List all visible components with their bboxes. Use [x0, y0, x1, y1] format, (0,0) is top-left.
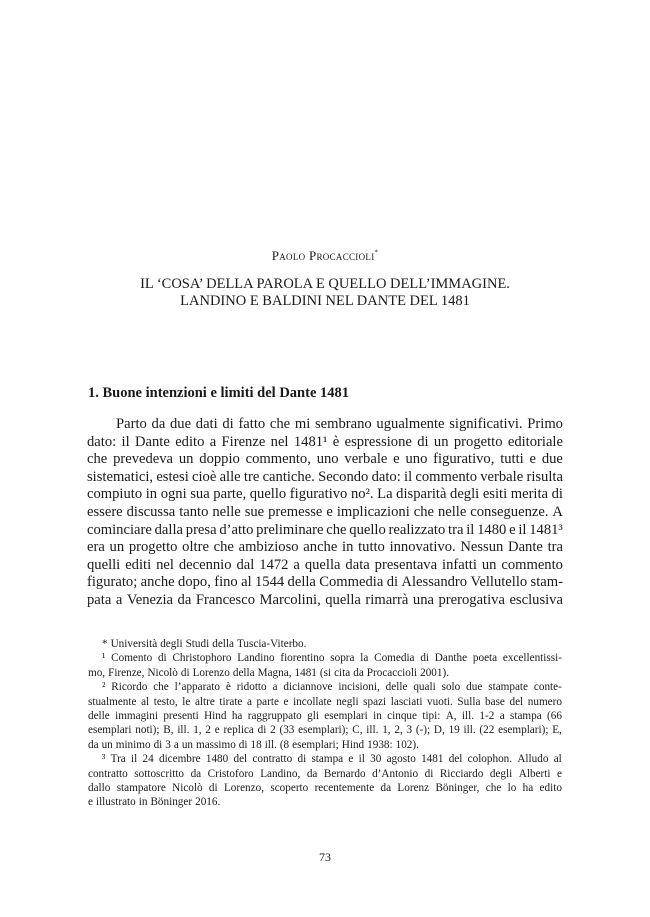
paragraph-line: essere discussa tanto nelle sue premesse e implicazioni che nelle conseguenze. A	[87, 503, 563, 520]
title-line-1: IL ‘COSA’ DELLA PAROLA E QUELLO DELL’IMMAGINE.	[140, 276, 510, 292]
paragraph-line: che prevedeva un doppio commento, uno verbale e uno figurativo, tutti e due	[87, 451, 563, 468]
footnote-line: contratto sottoscritto da Cristoforo Landino, da Bernardo d’Antonio di Ricciardo degli Alberti e	[88, 767, 562, 780]
body-paragraph	[87, 416, 563, 610]
paragraph-line: Parto da due dati di fatto che mi sembrano ugualmente significativi. Primo	[116, 416, 563, 432]
article-title	[0, 276, 650, 310]
author-footnote-mark: *	[374, 248, 379, 257]
paragraph-line: figurato; anche dopo, fino al 1544 della Commedia di Alessandro Vellutello stam-	[87, 574, 563, 591]
footnote-line: ³ Tra il 24 dicembre 1480 del contratto di stampa e il 30 agosto 1481 del colophon. Alludo al	[102, 753, 562, 766]
section-heading: 1. Buone intenzioni e limiti del Dante 1481	[88, 385, 349, 401]
author-name-text: Paolo Procaccioli	[271, 248, 375, 263]
paragraph-line: quelli editi nel decennio dal 1472 a quella data presentava infatti un commento	[87, 556, 563, 573]
paragraph-line: dato: il Dante edito a Firenze nel 1481¹ è espressione di un progetto editoriale	[87, 433, 563, 450]
title-line-2: LANDINO E BALDINI NEL DANTE DEL 1481	[180, 293, 470, 309]
footnote-line: * Università degli Studi della Tuscia-Viterbo.	[102, 638, 307, 650]
author-name	[0, 248, 650, 264]
page-number: 73	[319, 850, 331, 864]
paragraph-line: cominciare dalla presa d’atto preliminare che quello realizzato tra il 1480 e il 1481³	[87, 521, 563, 538]
footnote-line: delle immagini presenti Hind ha raggruppato gli esemplari in cinque tipi: A, ill. 1-2 a stampa (66	[88, 710, 562, 723]
footnote-line: stualmente al testo, le altre tirate a parte e incollate negli spazi lasciati vuoti. Sulla base del numero	[88, 695, 562, 708]
footnote-line: e illustrato in Böninger 2016.	[88, 796, 221, 809]
footnote-line: ² Ricordo che l’apparato è ridotto a diciannove incisioni, delle quali solo due stampate conte-	[102, 681, 562, 694]
footnote-line: ¹ Comento di Christophoro Landino fiorentino sopra la Comedia di Danthe poeta excellentissi-	[102, 652, 562, 665]
footnote-line: da un minimo di 3 a un massimo di 18 ill. (8 esemplari; Hind 1938: 102).	[88, 738, 419, 751]
paragraph-line: era un progetto oltre che ambizioso anche in tutto innovativo. Nessun Dante tra	[87, 539, 563, 556]
footnote-line: esemplari noti); B, ill. 1, 2 e replica di 2 (33 esemplari); C, ill. 1, 2, 3 (-); D, 19 ill. (22 esemplari); E,	[88, 724, 562, 737]
footnotes	[88, 637, 562, 810]
footnote-line: mo, Firenze, Nicolò di Lorenzo della Magna, 1481 (si cita da Procaccioli 2001).	[88, 666, 450, 679]
footnote-line: dallo stampatore Nicolò di Lorenzo, scoperto recentemente da Lorenz Böninger, che lo ha edito	[88, 782, 562, 795]
paragraph-line: compiuto in ogni sua parte, quello figurativo no². La disparità degli esiti merita di	[87, 486, 563, 503]
paragraph-line: sistematici, estesi cioè alle tre cantiche. Secondo dato: il commento verbale risulta	[87, 468, 563, 485]
paragraph-line: pata a Venezia da Francesco Marcolini, quella rimarrà una prerogativa esclusiva	[87, 591, 563, 608]
